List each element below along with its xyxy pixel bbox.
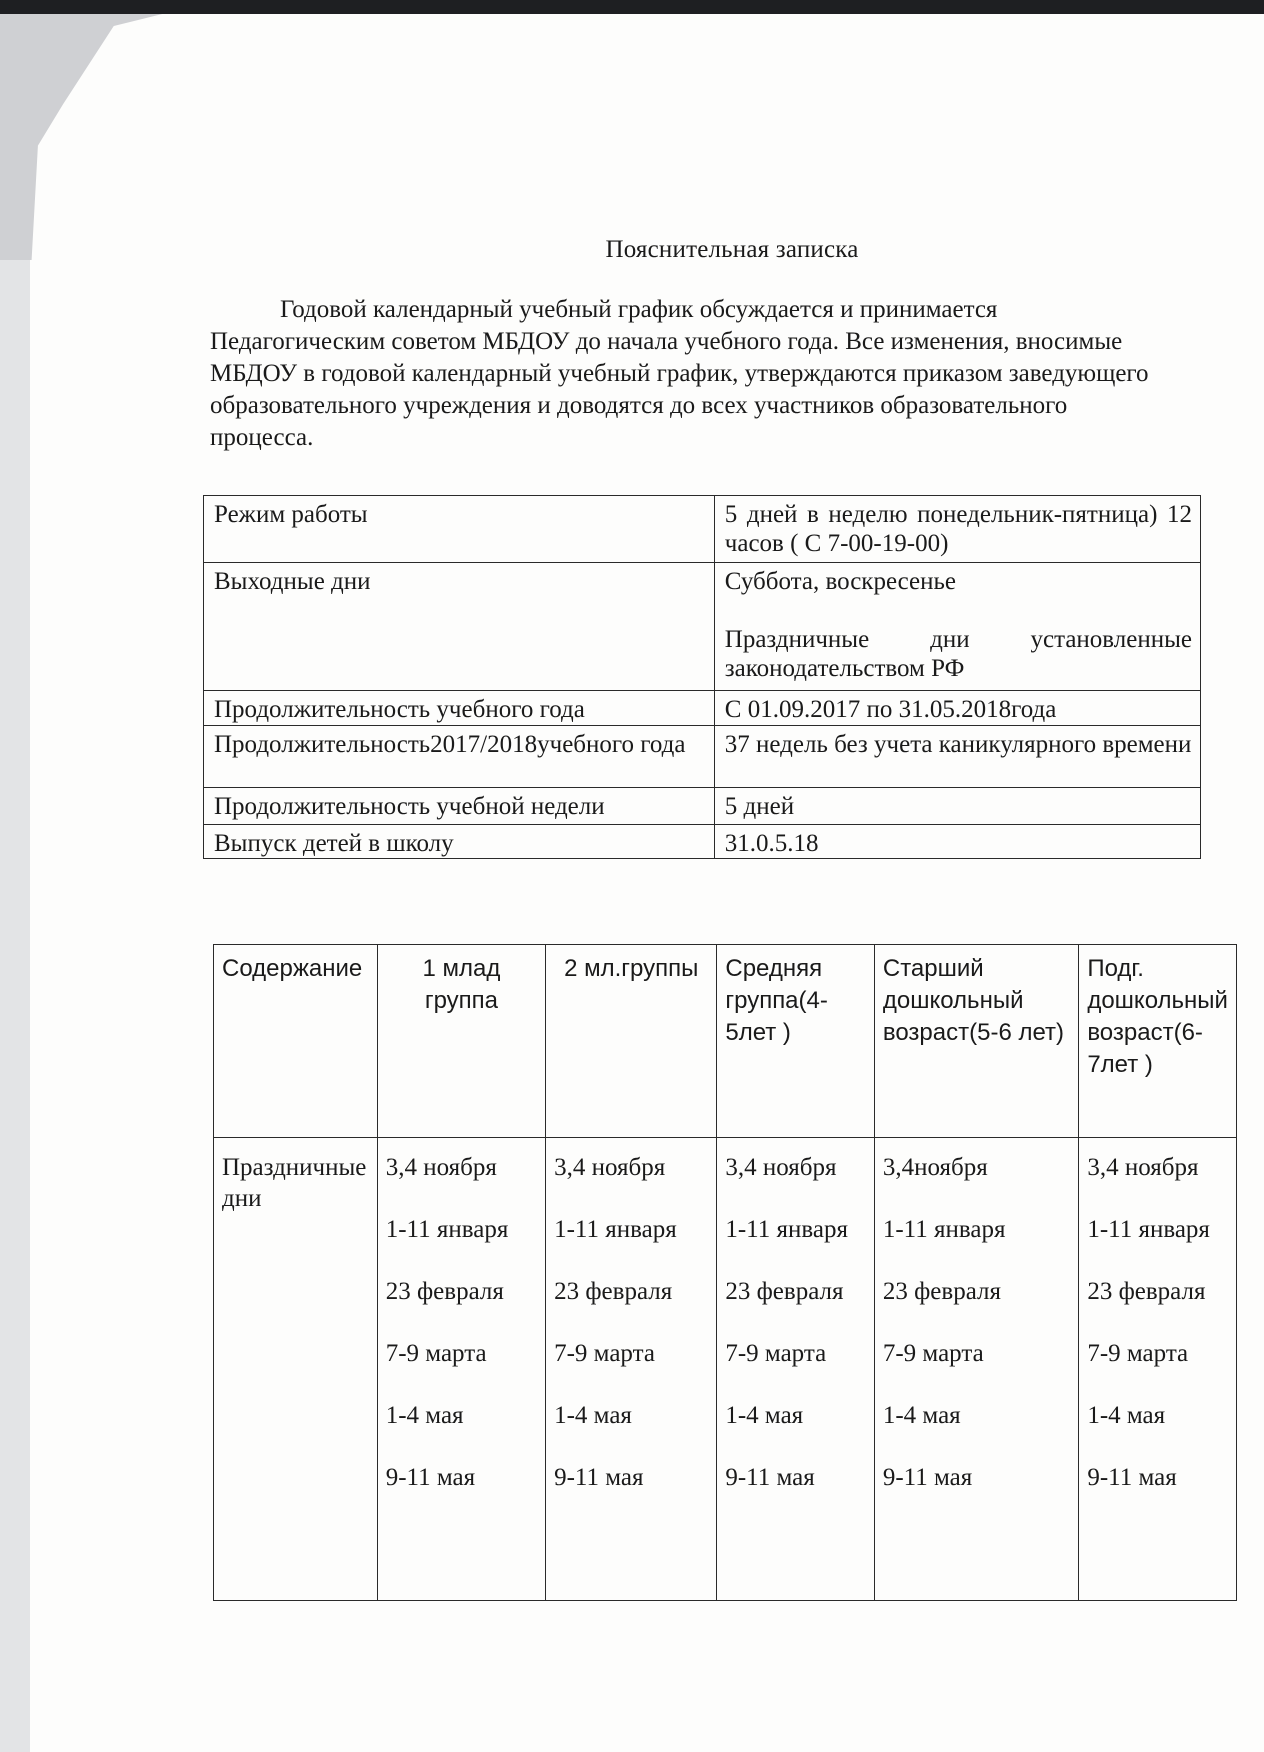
date-item: 1-11 января	[385, 1216, 509, 1243]
date-item: 3,4 ноября	[385, 1154, 497, 1181]
table-header-row	[214, 945, 1237, 1138]
date-item: 3,4 ноября	[554, 1154, 666, 1181]
dates-cell	[717, 1138, 875, 1601]
dates-cell	[874, 1138, 1078, 1601]
date-item: 9-11 мая	[385, 1464, 476, 1491]
table-row	[204, 825, 1201, 859]
row-label: Режим работы	[204, 496, 715, 563]
date-item: 23 февраля	[882, 1278, 1001, 1305]
row-value: 5 дней	[714, 788, 1200, 825]
date-item: 3,4 ноября	[1087, 1154, 1199, 1181]
row-label: Продолжительность2017/2018учебного года	[204, 726, 715, 788]
row-label: Праздничные дни	[214, 1138, 378, 1601]
header-cell: Подг. дошкольный возраст(6-7лет )	[1079, 945, 1237, 1138]
row-value	[714, 563, 1200, 691]
dates-cell	[377, 1138, 545, 1601]
row-label: Продолжительность учебного года	[204, 691, 715, 726]
date-item: 23 февраля	[554, 1278, 673, 1305]
row-label: Выходные дни	[204, 563, 715, 691]
row-label: Продолжительность учебной недели	[204, 788, 715, 825]
intro-text: Годовой календарный учебный график обсуждается и принимается Педагогическим советом МБДОУ до начала учебного года. Все изменения, вносимые МБДОУ в годовой календарный учебный график, утверждаются приказом заведующего образовательного учреждения и доводятся до всех участников образовательного процесса.	[210, 296, 1149, 451]
date-item: 1-4 мая	[554, 1402, 632, 1429]
date-item: 7-9 марта	[385, 1340, 487, 1367]
date-item: 1-4 мая	[882, 1402, 961, 1429]
table-row	[204, 563, 1201, 691]
header-cell: 2 мл.группы	[546, 945, 717, 1138]
date-item: 3,4ноября	[882, 1154, 988, 1181]
groups-table	[213, 944, 1237, 1601]
header-cell: 1 млад группа	[377, 945, 545, 1138]
table-row	[214, 1138, 1237, 1601]
date-item: 9-11 мая	[1087, 1464, 1177, 1491]
date-item: 7-9 марта	[725, 1340, 827, 1367]
date-item: 1-4 мая	[1087, 1402, 1166, 1429]
dates-cell	[1079, 1138, 1237, 1601]
header-cell: Старший дошкольный возраст(5-6 лет)	[874, 945, 1078, 1138]
date-item: 23 февраля	[725, 1278, 844, 1305]
date-item: 7-9 марта	[882, 1340, 984, 1367]
holidays-text: Праздничные дни установленные законодательством РФ	[724, 626, 1192, 682]
header-cell: Содержание	[214, 945, 378, 1138]
date-item: 7-9 марта	[554, 1340, 655, 1367]
date-item: 9-11 мая	[882, 1464, 973, 1491]
date-item: 1-11 января	[1087, 1216, 1210, 1243]
date-item: 1-4 мая	[725, 1402, 804, 1429]
date-item: 23 февраля	[1087, 1278, 1206, 1305]
row-value: 37 недель без учета каникулярного времени	[714, 726, 1200, 788]
schedule-table	[203, 495, 1201, 859]
date-item: 1-11 января	[554, 1216, 677, 1243]
date-item: 1-11 января	[882, 1216, 1006, 1243]
date-item: 3,4 ноября	[725, 1154, 837, 1181]
table-row	[204, 788, 1201, 825]
row-label: Выпуск детей в школу	[204, 825, 715, 859]
row-value: 5 дней в неделю понедельник-пятница) 12 часов ( С 7-00-19-00)	[714, 496, 1200, 563]
date-item: 23 февраля	[385, 1278, 504, 1305]
table-row	[204, 691, 1201, 726]
header-cell: Средняя группа(4-5лет )	[717, 945, 875, 1138]
dates-cell	[546, 1138, 717, 1601]
date-item: 1-11 января	[725, 1216, 848, 1243]
date-item: 1-4 мая	[385, 1402, 464, 1429]
date-item: 9-11 мая	[725, 1464, 815, 1491]
weekend-text: Суббота, воскресенье	[724, 568, 957, 595]
table-row	[204, 496, 1201, 563]
table-row	[204, 726, 1201, 788]
row-value: С 01.09.2017 по 31.05.2018года	[714, 691, 1200, 726]
date-item: 9-11 мая	[554, 1464, 644, 1491]
intro-paragraph	[210, 294, 1150, 454]
scan-folded-corner	[0, 0, 1264, 260]
date-item: 7-9 марта	[1087, 1340, 1189, 1367]
scan-top-border	[0, 0, 1264, 14]
row-value: 31.0.5.18	[714, 825, 1200, 859]
page-title: Пояснительная записка	[605, 236, 859, 263]
